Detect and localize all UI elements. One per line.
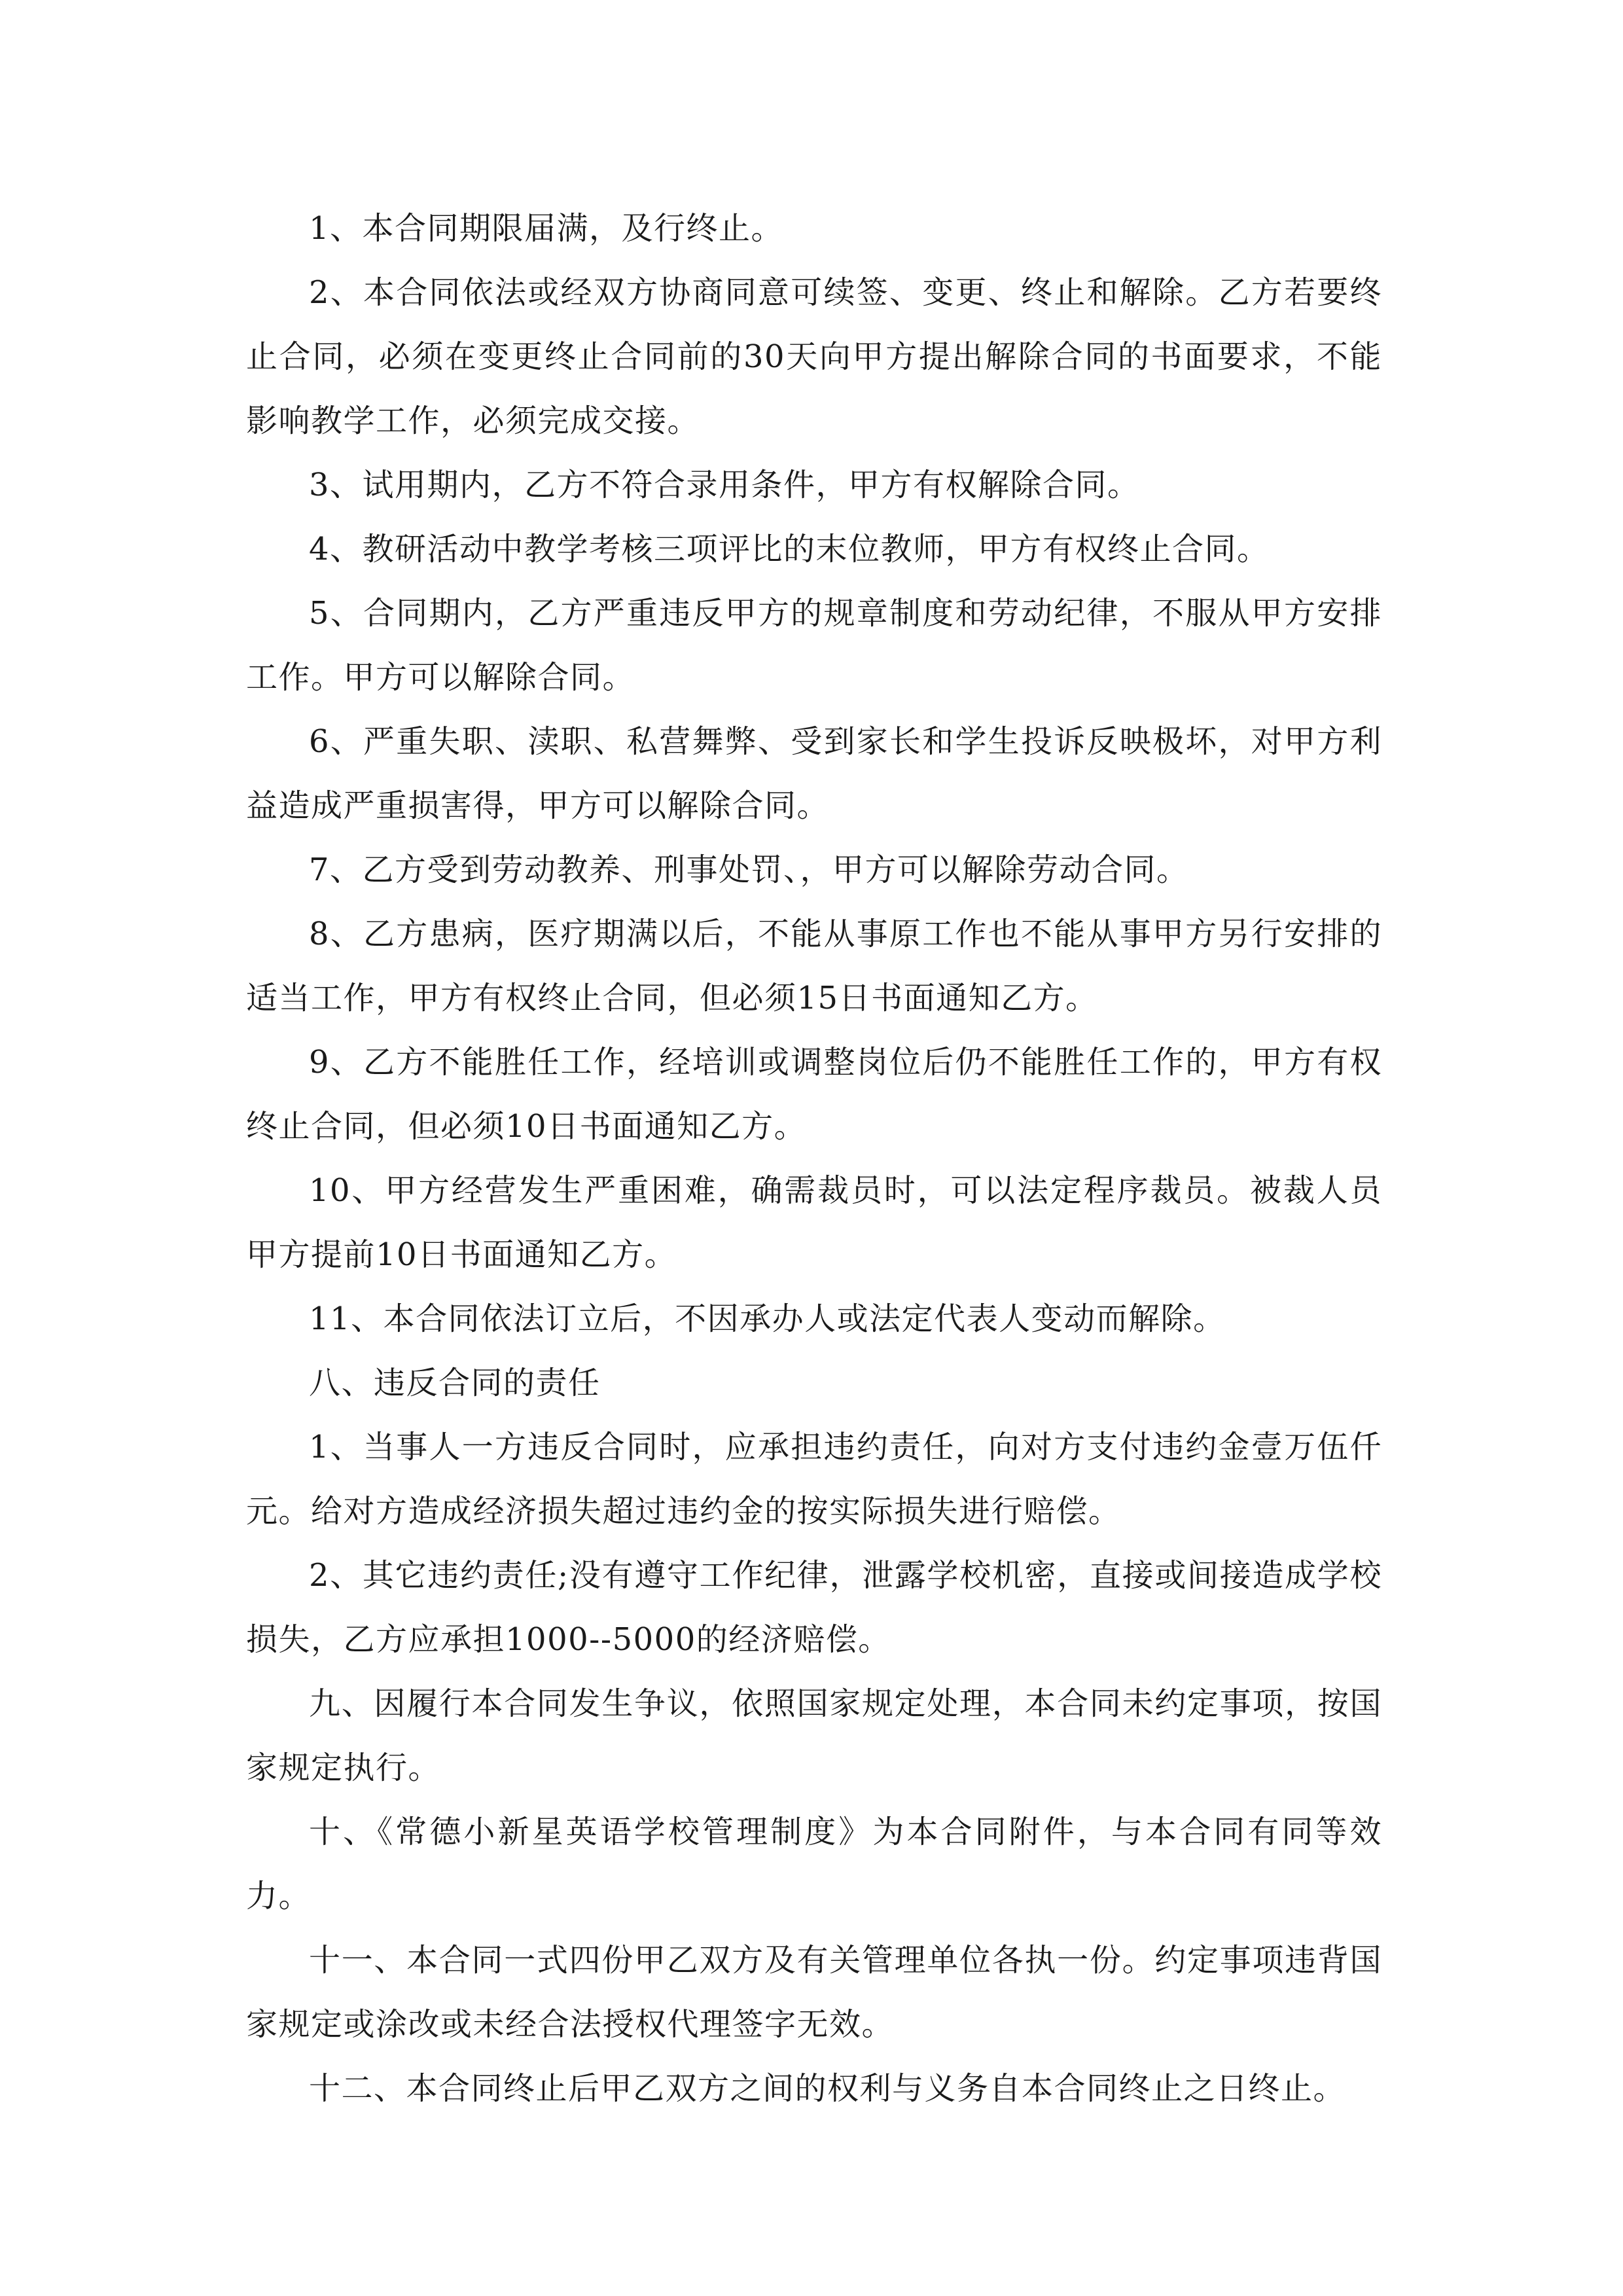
clause-paragraph: 7、乙方受到劳动教养、刑事处罚、，甲方可以解除劳动合同。 [309, 852, 1189, 888]
clause-paragraph: 8、乙方患病，医疗期满以后，不能从事原工作也不能从事甲方另行安排的适当工作，甲方有权终止合同，但必须15日书面通知乙方。 [246, 916, 1382, 1016]
clause-paragraph: 十一、本合同一式四份甲乙双方及有关管理单位各执一份。约定事项违背国家规定或涂改或未经合法授权代理签字无效。 [246, 1942, 1382, 2043]
clause-paragraph: 1、当事人一方违反合同时，应承担违约责任，向对方支付违约金壹万伍仟元。给对方造成经济损失超过违约金的按实际损失进行赔偿。 [246, 1429, 1382, 1530]
clause-paragraph: 4、教研活动中教学考核三项评比的末位教师，甲方有权终止合同。 [309, 531, 1270, 567]
document-body [246, 196, 1382, 2121]
clause-paragraph: 3、试用期内，乙方不符合录用条件，甲方有权解除合同。 [309, 467, 1140, 503]
clause-paragraph: 10、甲方经营发生严重困难，确需裁员时，可以法定程序裁员。被裁人员甲方提前10日书面通知乙方。 [246, 1172, 1382, 1273]
clause-paragraph: 9、乙方不能胜任工作，经培训或调整岗位后仍不能胜任工作的，甲方有权终止合同，但必须10日书面通知乙方。 [246, 1044, 1382, 1145]
clause-paragraph: 十二、本合同终止后甲乙双方之间的权利与义务自本合同终止之日终止。 [309, 2070, 1346, 2107]
clause-paragraph: 2、其它违约责任;没有遵守工作纪律，泄露学校机密，直接或间接造成学校损失，乙方应承担1000--5000的经济赔偿。 [246, 1557, 1382, 1658]
clause-paragraph: 6、严重失职、渎职、私营舞弊、受到家长和学生投诉反映极坏，对甲方利益造成严重损害得，甲方可以解除合同。 [246, 723, 1382, 824]
clause-paragraph: 2、本合同依法或经双方协商同意可续签、变更、终止和解除。乙方若要终止合同，必须在变更终止合同前的30天向甲方提出解除合同的书面要求，不能影响教学工作，必须完成交接。 [246, 274, 1382, 439]
clause-paragraph: 5、合同期内，乙方严重违反甲方的规章制度和劳动纪律，不服从甲方安排工作。甲方可以解除合同。 [246, 595, 1382, 696]
clause-paragraph: 九、因履行本合同发生争议，依照国家规定处理，本合同未约定事项，按国家规定执行。 [246, 1685, 1382, 1786]
clause-paragraph: 十、《常德小新星英语学校管理制度》为本合同附件，与本合同有同等效力。 [246, 1814, 1382, 1914]
clause-paragraph: 1、本合同期限届满，及行终止。 [309, 210, 784, 247]
section-heading: 八、违反合同的责任 [309, 1365, 601, 1401]
clause-paragraph: 11、本合同依法订立后，不因承办人或法定代表人变动而解除。 [309, 1300, 1226, 1337]
